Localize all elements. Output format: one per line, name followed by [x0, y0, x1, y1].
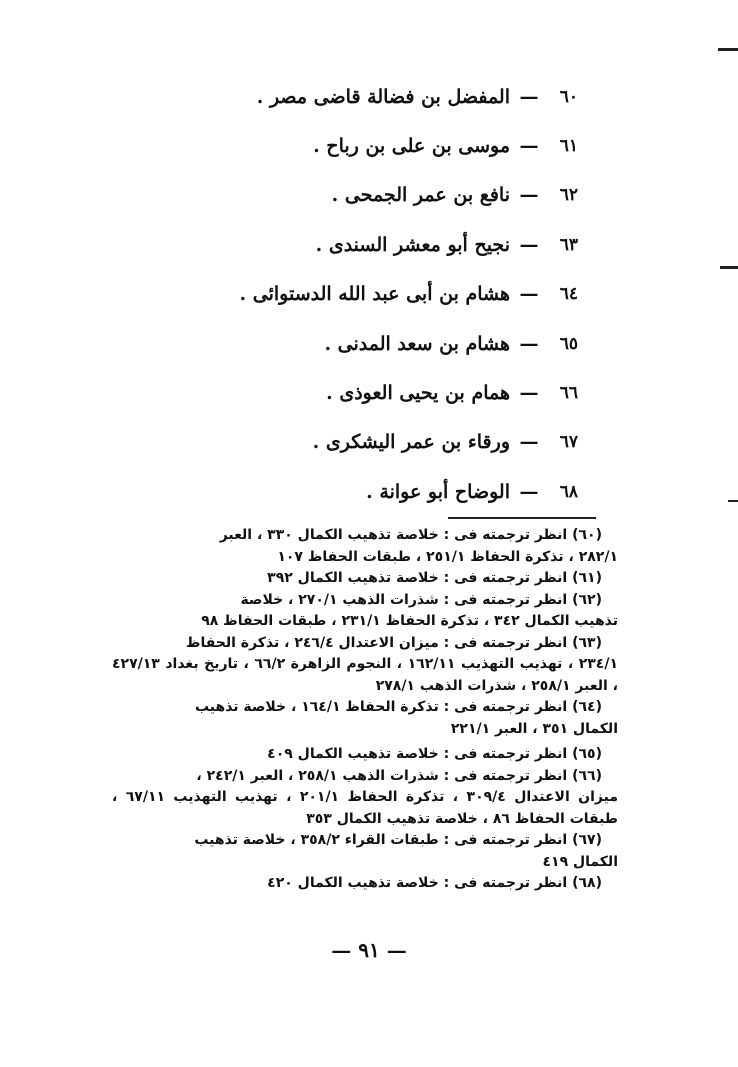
entry-name: نافع بن عمر الجمحى . [331, 184, 510, 207]
entry-dash: — [519, 382, 539, 405]
footnote-first-line: (٦٥) انظر ترجمته فى : خلاصة تذهيب الكمال ٤٠٩ [267, 746, 602, 762]
entry-number: ٦٠ [559, 86, 578, 107]
footnote-continuation: ٢٨٢/١ ، تذكرة الحفاظ ٢٥١/١ ، طبقات الحفاظ ١٠٧ [277, 548, 618, 565]
entry-number: ٦٥ [559, 333, 578, 354]
footnote [112, 633, 618, 698]
footnote-continuation: ٢٣٤/١ ، تهذيب التهذيب ١٦٢/١١ ، النجوم الزاهرة ٦٦/٢ ، تاريخ بغداد ٤٢٧/١٣ ، العبر ٢٥٨/١ ، شذرات الذهب ٢٧٨/١ [112, 656, 618, 694]
footnote-continuation: الكمال ٣٥١ ، العبر ٢٢١/١ [450, 720, 618, 737]
narrator-list [138, 72, 578, 517]
entry-dash: — [519, 431, 539, 454]
entry-name: المفضل بن فضالة قاضى مصر . [256, 85, 510, 108]
list-item [138, 121, 578, 170]
footnote-continuation: تذهيب الكمال ٣٤٢ ، تذكرة الحفاظ ٢٣١/١ ، طبقات الحفاظ ٩٨ [201, 613, 618, 629]
entry-dash: — [519, 135, 539, 158]
entry-dash: — [519, 283, 539, 306]
footnote [112, 568, 618, 590]
entry-number: ٦٦ [559, 383, 578, 404]
footnote-continuation: الكمال ٤١٩ [542, 853, 618, 870]
entry-number: ٦٧ [559, 432, 578, 453]
entry-dash: — [519, 85, 539, 108]
entry-number: ٦٤ [559, 284, 578, 305]
footnote-first-line: (٦١) انظر ترجمته فى : خلاصة تذهيب الكمال ٣٩٢ [267, 570, 602, 586]
list-item [138, 418, 578, 467]
entry-name: الوضاح أبو عوانة . [366, 480, 510, 503]
entry-name: ورقاء بن عمر اليشكرى . [312, 431, 510, 454]
entry-name: نجيح أبو معشر السندى . [315, 233, 510, 256]
footnote-separator [448, 517, 596, 519]
entry-number: ٦٢ [559, 185, 578, 206]
list-item [138, 270, 578, 319]
page-number: — ٩١ — [331, 938, 407, 962]
footnote-first-line: (٦٣) انظر ترجمته فى : ميزان الاعتدال ٢٤٦/٤ ، تذكرة الحفاظ [185, 634, 602, 651]
entry-name: هشام بن سعد المدنى . [324, 332, 510, 355]
list-item [138, 467, 578, 516]
footnote-first-line: (٦٧) انظر ترجمته فى : طبقات القراء ٣٥٨/٢ ، خلاصة تذهيب [194, 832, 602, 848]
footnote-first-line: (٦٨) انظر ترجمته فى : خلاصة تذهيب الكمال ٤٢٠ [267, 875, 602, 891]
entry-number: ٦١ [559, 136, 578, 157]
footnote [112, 697, 618, 740]
footnote [112, 590, 618, 633]
footnote [112, 766, 618, 831]
entry-name: موسى بن على بن رباح . [313, 135, 510, 158]
entry-number: ٦٣ [559, 234, 578, 255]
entry-dash: — [519, 332, 539, 355]
list-item [138, 368, 578, 417]
footnote-first-line: (٦٠) انظر ترجمته فى : خلاصة تذهيب الكمال ٣٣٠ ، العبر [219, 527, 602, 543]
entry-number: ٦٨ [559, 481, 578, 502]
list-item [138, 72, 578, 121]
footnote [112, 873, 618, 895]
footnotes [112, 525, 618, 895]
scan-edge-mark [720, 266, 738, 269]
footnote [112, 525, 618, 568]
footnote [112, 830, 618, 873]
footnote-first-line: (٦٦) انظر ترجمته فى : شذرات الذهب ٢٥٨/١ ، العبر ٢٤٢/١ ، [196, 767, 602, 784]
footnote [112, 744, 618, 766]
list-item [138, 171, 578, 220]
entry-name: هشام بن أبى عبد الله الدستوائى . [239, 283, 510, 306]
footnote-first-line: (٦٤) انظر ترجمته فى : تذكرة الحفاظ ١٦٤/١ ، خلاصة تذهيب [194, 699, 602, 715]
entry-dash: — [519, 233, 539, 256]
scan-edge-mark [718, 48, 738, 51]
scan-edge-mark [728, 500, 738, 502]
list-item [138, 319, 578, 368]
entry-dash: — [519, 480, 539, 503]
footnote-first-line: (٦٢) انظر ترجمته فى : شذرات الذهب ٢٧٠/١ ، خلاصة [240, 591, 602, 608]
list-item [138, 220, 578, 269]
entry-name: همام بن يحيى العوذى . [326, 382, 510, 405]
entry-dash: — [519, 184, 539, 207]
footnote-continuation: ميزان الاعتدال ٣٠٩/٤ ، تذكرة الحفاظ ٢٠١/١ ، تهذيب التهذيب ٦٧/١١ ، طبقات الحفاظ ٨٦ ، خلاصة تذهيب الكمال ٣٥٣ [112, 789, 619, 827]
